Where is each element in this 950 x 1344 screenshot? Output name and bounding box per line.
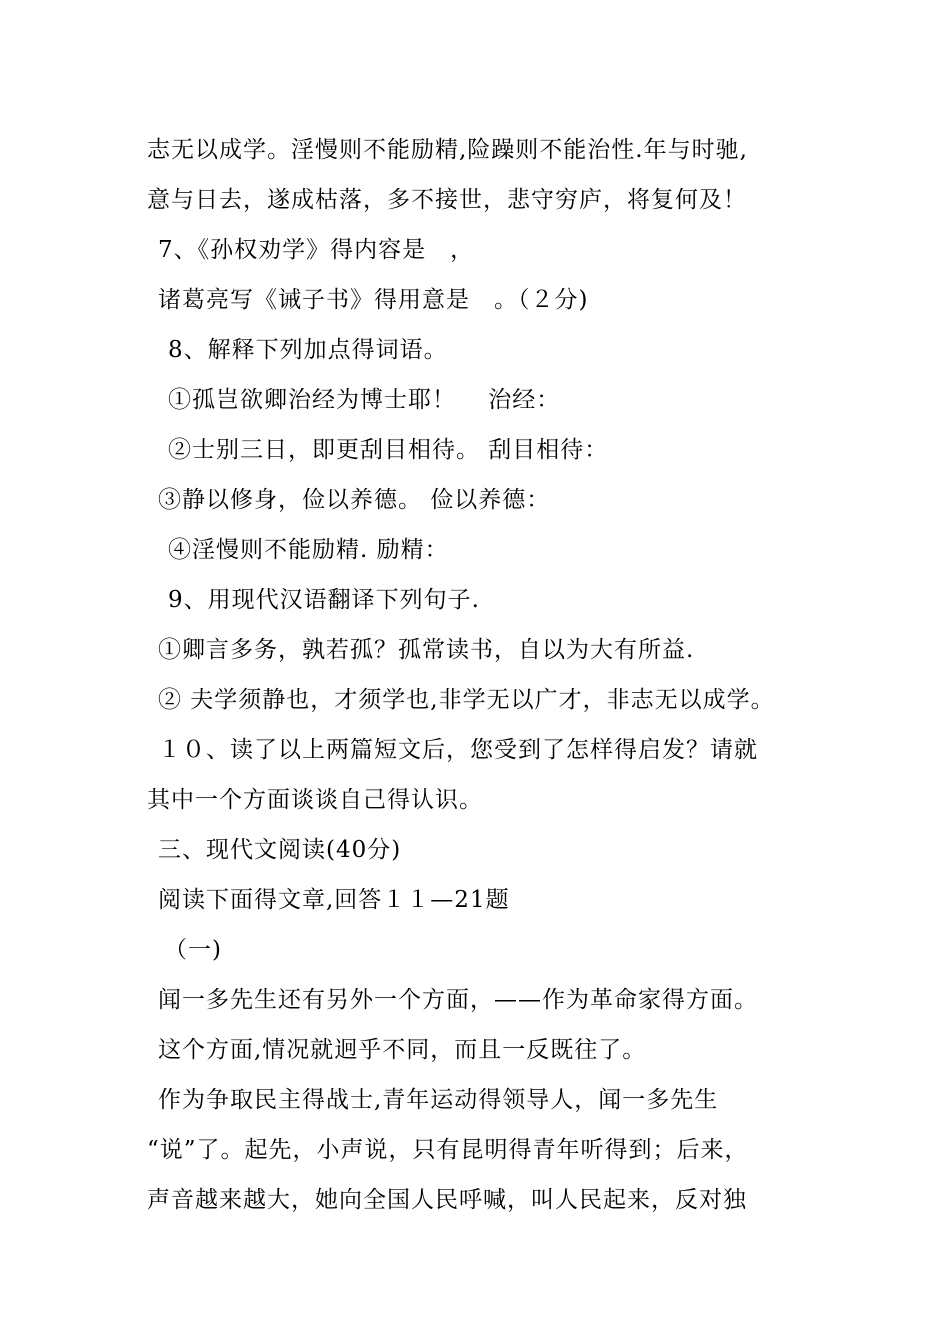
text-line-2: 意与日去，遂成枯落，多不接世，悲守穷庐，将复何及！	[147, 187, 747, 213]
passage-line-2: 这个方面,情况就迥乎不同，而且一反既往了。	[158, 1037, 647, 1063]
passage-line-3: 作为争取民主得战士,青年运动得领导人，闻一多先生	[158, 1087, 719, 1113]
question-8-item-4: ④淫慢则不能励精. 励精：	[168, 537, 449, 563]
question-8-item-3: ③静以修身，俭以养德。 俭以养德：	[158, 487, 551, 513]
question-9-item-1: ①卿言多务，孰若孤？孤常读书，自以为大有所益.	[158, 637, 695, 663]
question-8-heading: 8、解释下列加点得词语。	[168, 337, 448, 363]
question-7-line-2: 诸葛亮写《诫子书》得用意是 。（２分)	[158, 287, 589, 313]
passage-1-label: （一)	[164, 937, 222, 963]
question-7-line: 7、《孙权劝学》得内容是 ，	[158, 237, 475, 263]
question-10-line-1: １０、读了以上两篇短文后，您受到了怎样得启发？请就	[158, 737, 758, 763]
passage-line-5: 声音越来越大，她向全国人民呼喊，叫人民起来，反对独	[147, 1187, 747, 1213]
passage-line-1: 闻一多先生还有另外一个方面，——作为革命家得方面。	[158, 987, 758, 1013]
section-3-heading: 三、现代文阅读(40分)	[158, 837, 402, 863]
passage-line-4: “说”了。起先，小声说，只有昆明得青年听得到；后来，	[147, 1137, 749, 1163]
question-9-item-2: ② 夫学须静也，才须学也,非学无以广才，非志无以成学。	[158, 687, 775, 713]
question-9-heading: 9、用现代汉语翻译下列句子.	[168, 587, 480, 613]
text-line-1: 志无以成学。淫慢则不能励精,险躁则不能治性.年与时驰,	[147, 137, 748, 163]
question-10-line-2: 其中一个方面谈谈自己得认识。	[147, 787, 483, 813]
question-8-item-2: ②士别三日，即更刮目相待。 刮目相待：	[168, 437, 609, 463]
reading-instruction: 阅读下面得文章,回答１１—21题	[158, 887, 510, 913]
question-8-item-1: ①孤岂欲卿治经为博士耶！ 治经：	[168, 387, 561, 413]
